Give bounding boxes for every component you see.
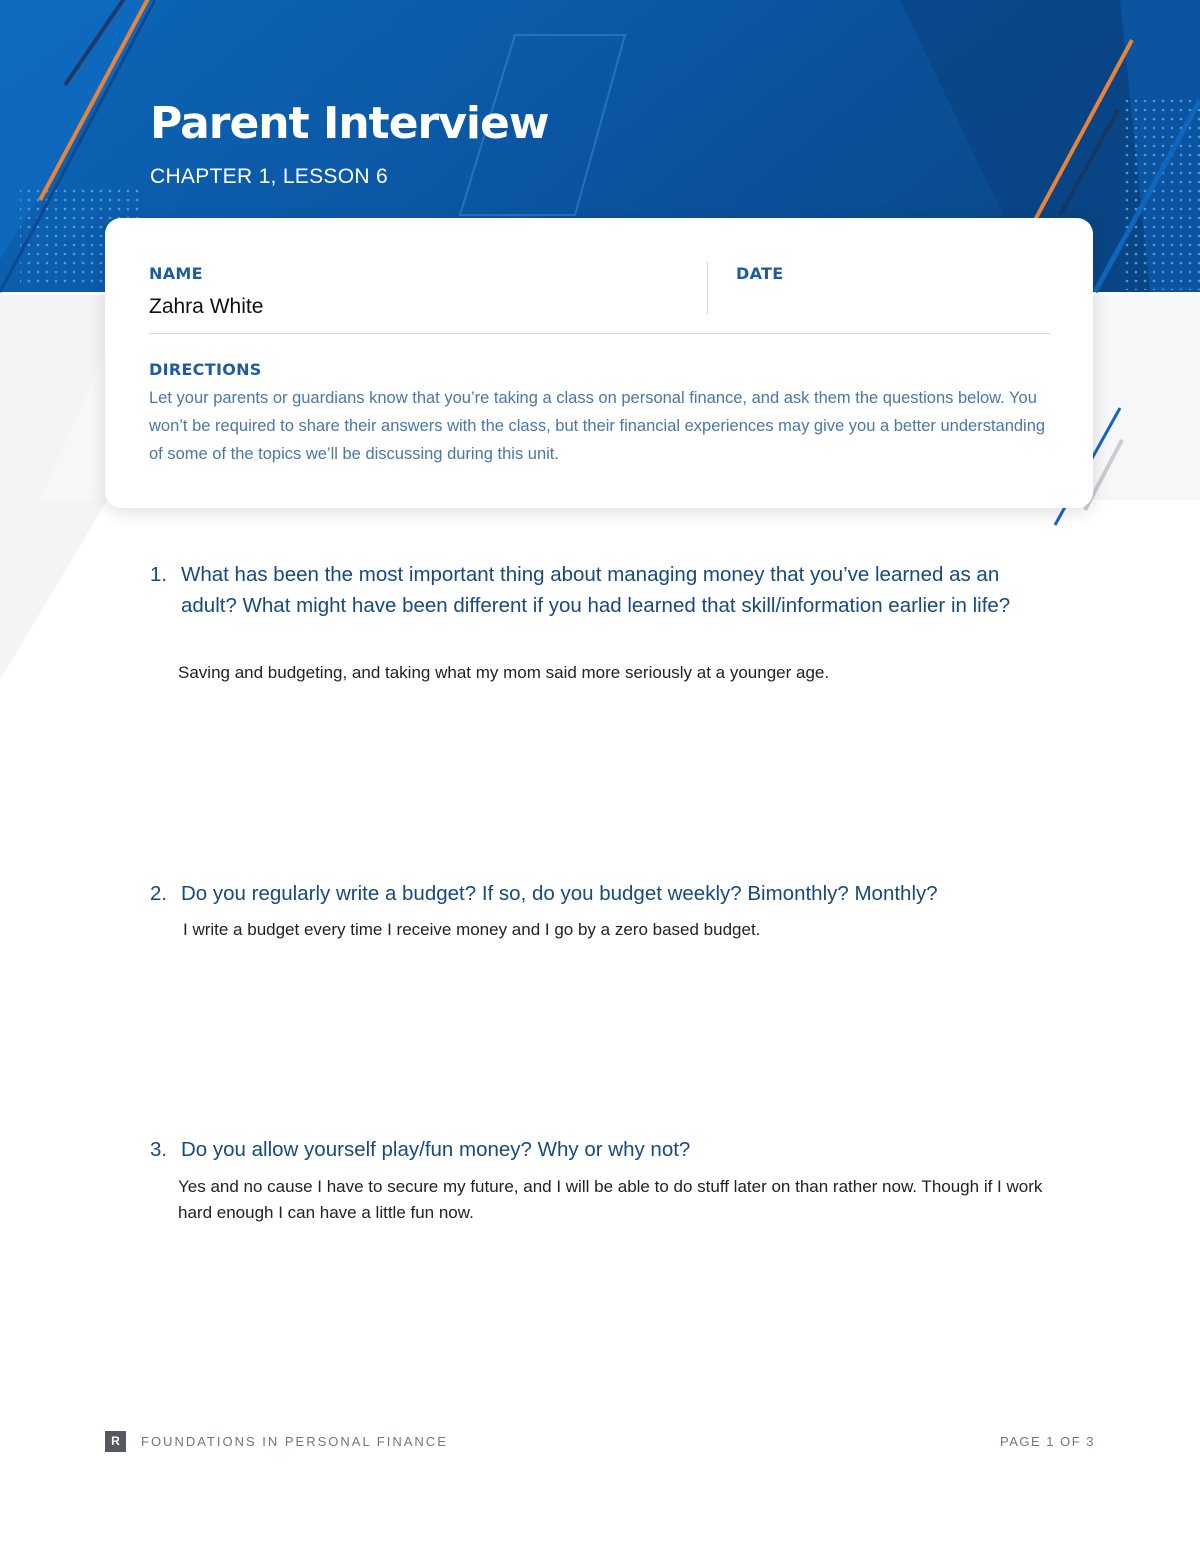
directions-text: Let your parents or guardians know that you’re taking a class on personal finance, and ask them the questions below. You won’t be required to share their answers with the class, but their financial experiences may give you a better understanding of some of the topics we’ll be discussing during this unit. bbox=[149, 389, 1046, 463]
answer-3[interactable]: Yes and no cause I have to secure my future, and I will be able to do stuff later on than rather now. Though if I work hard enough I can have a little fun now. bbox=[178, 1177, 1043, 1222]
name-label: NAME bbox=[149, 264, 203, 283]
page-subtitle: CHAPTER 1, LESSON 6 bbox=[150, 165, 388, 188]
page-number: PAGE 1 OF 3 bbox=[999, 1434, 1095, 1449]
info-card bbox=[105, 218, 1093, 508]
question-text: What has been the most important thing about managing money that you’ve learned as an adult? What might have been different if you had learned that skill/information earlier in life? bbox=[181, 563, 1011, 617]
question-text: Do you regularly write a budget? If so, do you budget weekly? Bimonthly? Monthly? bbox=[181, 882, 938, 905]
question-number: 3. bbox=[150, 1138, 168, 1161]
brand-logo-icon: R bbox=[105, 1431, 126, 1452]
page-title: Parent Interview bbox=[150, 98, 549, 149]
date-label: DATE bbox=[736, 264, 784, 283]
question-text: Do you allow yourself play/fun money? Why or why not? bbox=[181, 1138, 691, 1161]
answer-2[interactable]: I write a budget every time I receive money and I go by a zero based budget. bbox=[183, 920, 761, 939]
question-number: 1. bbox=[150, 563, 168, 586]
question-3 bbox=[150, 1134, 1041, 1165]
question-2 bbox=[150, 878, 1041, 909]
directions-label: DIRECTIONS bbox=[149, 360, 262, 379]
name-field[interactable]: Zahra White bbox=[149, 295, 264, 318]
question-1 bbox=[150, 559, 1041, 621]
footer-course-name: FOUNDATIONS IN PERSONAL FINANCE bbox=[141, 1434, 448, 1449]
field-divider bbox=[707, 262, 708, 314]
question-number: 2. bbox=[150, 882, 168, 905]
date-field[interactable] bbox=[736, 295, 1036, 321]
section-divider bbox=[149, 333, 1050, 334]
answer-1[interactable]: Saving and budgeting, and taking what my mom said more seriously at a younger age. bbox=[178, 663, 830, 682]
